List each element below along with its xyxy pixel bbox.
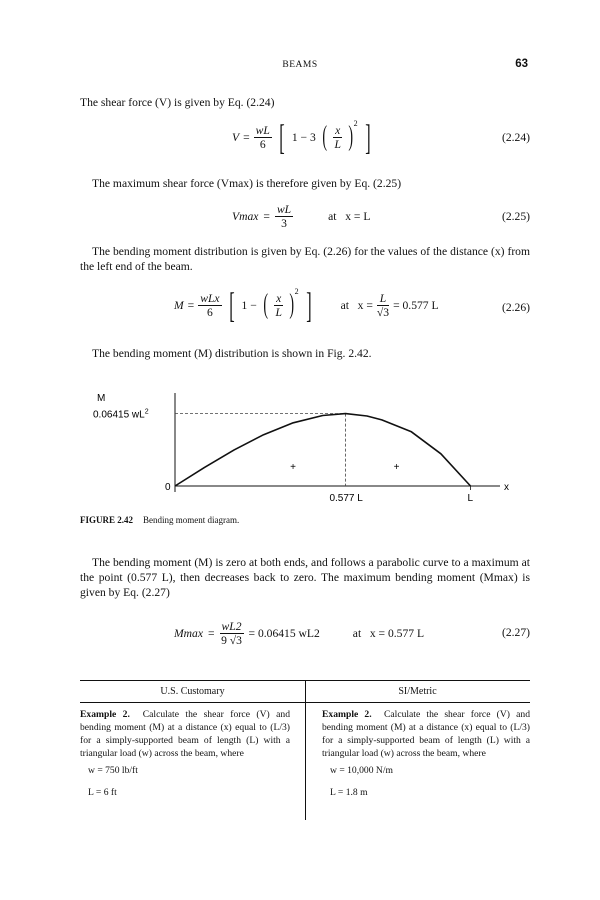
eq226-number: (2.26)	[501, 301, 530, 314]
x-tick-label-peak: 0.577 L	[329, 493, 363, 504]
eq224-x: x	[335, 123, 341, 137]
table-divider	[305, 680, 306, 820]
eq224-inner-a: 1 − 3	[291, 130, 316, 144]
y-axis-label: M	[97, 393, 106, 404]
eq226-cond-a: at x =	[340, 298, 373, 312]
eq227-number: (2.27)	[501, 626, 530, 639]
annotation-plus-right: +	[393, 462, 400, 473]
eq226-cond-num: L	[377, 292, 389, 306]
eq226-L: L	[275, 305, 282, 319]
paragraph-bending-moment: The bending moment distribution is given by Eq. (2.26) for the values of the distance (x) from the left end of the beam.	[80, 245, 530, 273]
eq225-num: wL	[276, 202, 292, 216]
eq226-inner-a: 1 −	[241, 298, 257, 312]
eq227-rhs: = 0.06415 wL2	[248, 626, 320, 640]
eq224-lhs: V	[232, 130, 240, 144]
eq226-cond-den: √3	[376, 305, 390, 319]
example-si-label: Example 2.	[322, 709, 372, 720]
equation-2-27: Mmax = $\frac{wL2}{9 √3}$ = 0.06415 wL2 at x = 0.577 L	[174, 619, 425, 647]
eq224-num: wL	[255, 123, 270, 137]
y-tick-label-zero: 0	[165, 482, 171, 493]
example-si-w: w = 10,000 N/m	[330, 765, 393, 776]
paragraph-figure-ref: The bending moment (M) distribution is shown in Fig. 2.42.	[92, 347, 372, 360]
figure-caption	[80, 515, 239, 525]
x-axis-label: x	[504, 482, 509, 493]
example-si-text: Calculate the shear force (V) and bending moment (M) at a distance (x) equal to (L/3) for a simply-supported beam of length (L) with a triangular load (w) across the beam, where	[322, 709, 530, 759]
eq226-lhs: M	[174, 298, 184, 312]
table-header-us: U.S. Customary	[160, 686, 225, 697]
eq227-condition: at x = 0.577 L	[352, 626, 425, 640]
eq227-lhs: Mmax	[174, 626, 203, 640]
paragraph-max-shear: The maximum shear force (Vmax) is therefore given by Eq. (2.25)	[92, 177, 402, 190]
example-us	[80, 708, 290, 799]
bending-moment-curve	[175, 414, 471, 486]
figure-caption-text: Bending moment diagram.	[143, 515, 240, 525]
y-tick-label-max: 0.06415 $wL^2$	[93, 408, 149, 421]
equation-2-24: V = $\frac{wL}{6}$ [ 1 − 3 ( $\frac{x}{L}$ ) $^2$ ]	[232, 117, 371, 157]
page-number: 63	[515, 58, 528, 70]
x-tick-label-L: L	[467, 493, 474, 504]
eq225-number: (2.25)	[501, 210, 530, 223]
eq224-L: L	[334, 137, 341, 151]
eq224-number: (2.24)	[501, 131, 530, 144]
eq227-den: 9 √3	[221, 633, 242, 647]
example-us-text: Calculate the shear force (V) and bending moment (M) at a distance (x) equal to (L/3) for a simply-supported beam of length (L) with a triangular load (w) across the beam, where	[80, 709, 290, 759]
eq224-den: 6	[259, 137, 266, 151]
eq225-condition: at x = L	[328, 209, 371, 223]
example-si-L: L = 1.8 m	[330, 787, 368, 798]
bending-moment-chart	[80, 385, 530, 510]
paragraph-shear-force: The shear force (V) is given by Eq. (2.24)	[80, 96, 275, 109]
table-header-si: SI/Metric	[398, 686, 437, 697]
eq226-den: 6	[206, 305, 213, 319]
example-si	[322, 708, 530, 799]
eq225-den: 3	[281, 216, 287, 230]
eq226-exp: 2	[294, 287, 299, 296]
figure-label: FIGURE 2.42	[80, 515, 134, 525]
equation-2-25: Vmax = $\frac{wL}{3}$ at x = L	[232, 202, 371, 230]
equation-2-26: M = $\frac{\text{wLx}}{6}$ [ 1 − ( $\frac{x}{L}$ ) $^2$ ] at x = $\frac{L}{√3}$ = 0.577 L	[174, 285, 439, 325]
example-us-L: L = 6 ft	[88, 787, 117, 798]
eq225-lhs: Vmax	[232, 209, 259, 223]
annotation-plus-left: +	[290, 462, 297, 473]
eq227-num: wL2	[221, 619, 242, 633]
eq226-x: x	[276, 291, 282, 305]
example-us-w: w = 750 lb/ft	[88, 765, 138, 776]
eq226-cond-b: = 0.577 L	[393, 298, 439, 312]
running-title: BEAMS	[282, 60, 318, 70]
eq226-num: wLx	[200, 291, 220, 305]
example-us-label: Example 2.	[80, 709, 130, 720]
paragraph-max-moment: The bending moment (M) is zero at both ends, and follows a parabolic curve to a maximum at the point (0.577 L), then decreases back to zero. The maximum bending moment (Mmax) is given by Eq. (2.27)	[80, 556, 530, 599]
eq224-exp: 2	[353, 119, 358, 128]
